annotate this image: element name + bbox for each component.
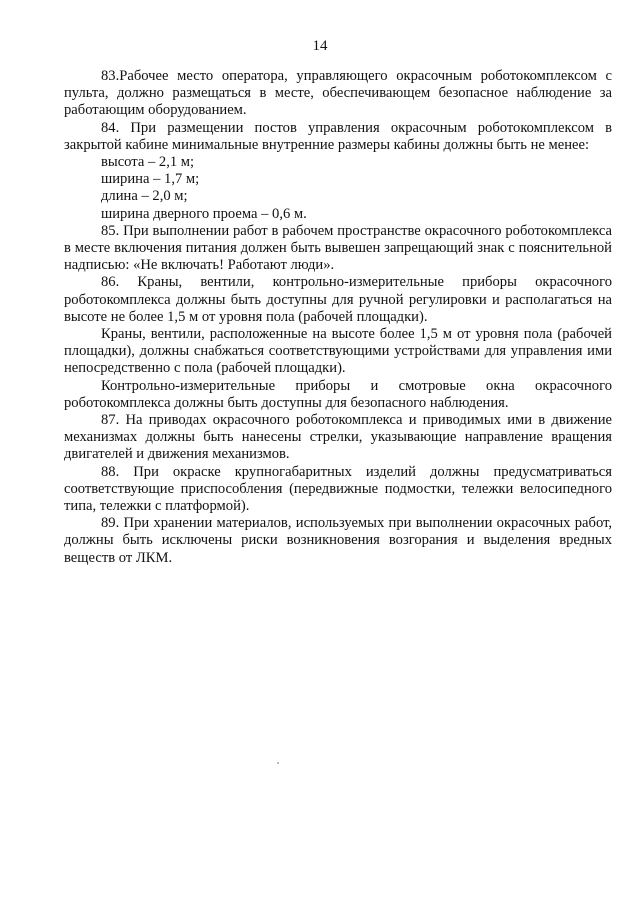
list-item-length: длина – 2,0 м; (101, 188, 188, 205)
paragraph-89: 89. При хранении материалов, используемых при выполнении окрасочных работ, должны быть исключены риски возникновения возгорания и выделения вредных веществ от ЛКМ. (64, 515, 612, 566)
document-body (64, 68, 612, 567)
paragraph-86-valves: Краны, вентили, расположенные на высоте более 1,5 м от уровня пола (рабочей площадки), должны снабжаться соответствующими устройствами для управления ими непосредственно с пола (рабочей площадки). (64, 326, 612, 377)
paragraph-88: 88. При окраске крупногабаритных изделий должны предусматриваться соответствующие приспособления (передвижные подмостки, тележки велосипедного типа, тележки с платформой). (64, 463, 612, 515)
paragraph-84: 84. При размещении постов управления окрасочным роботокомплексом в закрытой кабине минимальные внутренние размеры кабины должны быть не менее: (64, 119, 612, 153)
paragraph-85: 85. При выполнении работ в рабочем пространстве окрасочного роботокомплекса в месте включения питания должен быть вывешен запрещающий знак с пояснительной надписью: «Не включать! Работают люди». (64, 222, 612, 274)
paragraph-87: 87. На приводах окрасочного роботокомплекса и приводимых ими в движение механизмах должны быть нанесены стрелки, указывающие направление вращения двигателей и движения механизмов. (64, 412, 612, 463)
page-number: 14 (312, 38, 328, 54)
list-item-height: высота – 2,1 м; (101, 154, 195, 171)
list-item-width: ширина – 1,7 м; (101, 171, 200, 188)
scan-speck (277, 762, 279, 764)
list-item-door-width: ширина дверного проема – 0,6 м. (101, 205, 307, 222)
paragraph-86: 86. Краны, вентили, контрольно-измерительные приборы окрасочного роботокомплекса должны быть доступны для ручной регулировки и располагаться на высоте не более 1,5 м от уровня пола (рабочей площадки). (64, 274, 612, 325)
paragraph-86-instruments: Контрольно-измерительные приборы и смотровые окна окрасочного роботокомплекса должны быть доступны для безопасного наблюдения. (64, 377, 612, 411)
paragraph-83: 83.Рабочее место оператора, управляющего окрасочным роботокомплексом с пульта, должно размещаться в месте, обеспечивающем безопасное наблюдение за работающим оборудованием. (64, 68, 612, 119)
